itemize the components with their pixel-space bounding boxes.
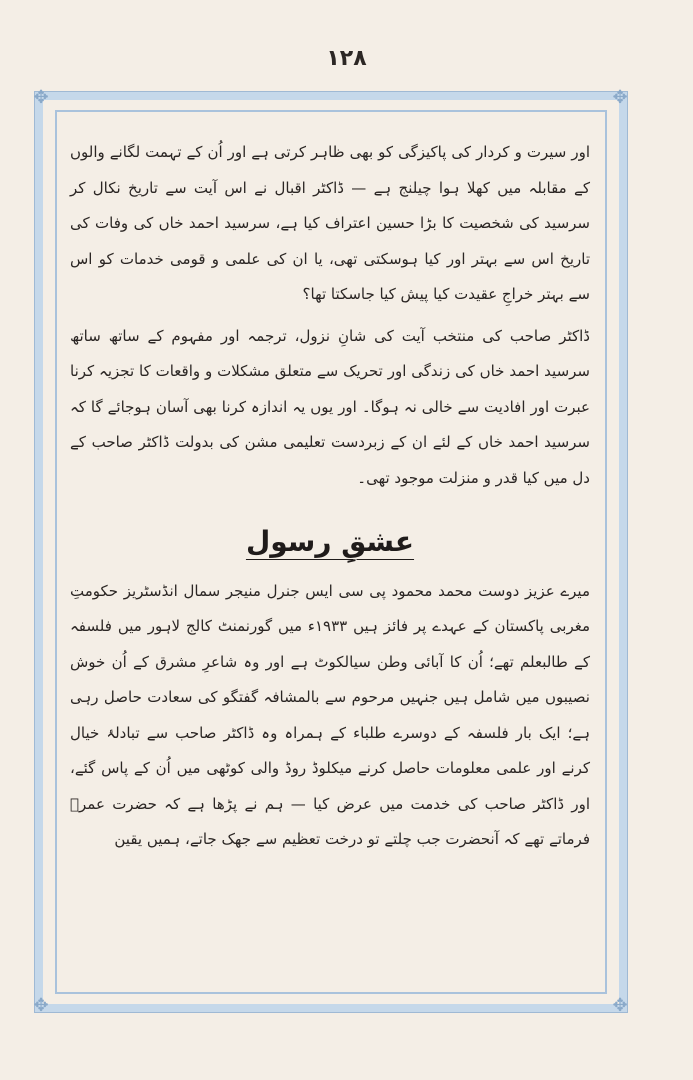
paragraph: ڈاکٹر صاحب کی منتخب آیت کی شانِ نزول، ترجمہ اور مفہوم کے ساتھ ساتھ سرسید احمد خاں کی زندگی اور تحریک سے متعلق مشکلات و واقعات کا تجزیہ کرنا عبرت اور افادیت سے خالی نہ ہوگا۔ اور یوں یہ اندازہ کرنا بھی آسان ہوجائے گا کہ سرسید احمد خاں کے لئے ان کے زبردست تعلیمی مشن کی بدولت ڈاکٹر صاحب کے دل میں کیا قدر و منزلت موجود تھی۔ — [70, 326, 590, 487]
corner-ornament-icon: ✥ — [33, 87, 49, 108]
section-heading: عشقِ رسول — [245, 525, 415, 558]
corner-ornament-icon: ✥ — [612, 995, 628, 1016]
page-number: ۱۲۸ — [326, 46, 367, 71]
page-body — [70, 135, 590, 858]
corner-ornament-icon: ✥ — [33, 995, 49, 1016]
corner-ornament-icon: ✥ — [612, 87, 628, 108]
paragraph: اور سیرت و کردار کی پاکیزگی کو بھی ظاہر کرتی ہے اور اُن کے تہمت لگانے والوں کے مقابلہ میں کھلا ہوا چیلنج ہے — ڈاکٹر اقبال نے اس آیت سے تاریخ نکال کر سرسید کی شخصیت کا بڑا حسین اعتراف کیا ہے، سرسید احمد خاں کی وفات کی تاریخ اس سے بہتر اور کیا ہوسکتی تھی، یا ان کی علمی و قومی خدمات کو اس سے بہتر خراجِ عقیدت کیا پیش کیا جاسکتا تھا؟ — [70, 143, 590, 303]
paragraph: میرے عزیز دوست محمد محمود پی سی ایس جنرل منیجر سمال انڈسٹریز حکومتِ مغربی پاکستان کے عہدے پر فائز ہیں ۱۹۳۳ء میں گورنمنٹ کالج لاہور میں فلسفہ کے طالبعلم تھے؛ اُن کا آبائی وطن سیالکوٹ ہے اور وہ شاعرِ مشرق کے اُن خوش نصیبوں میں شامل ہیں جنہیں مرحوم سے بالمشافہ گفتگو کی سعادت حاصل رہی ہے؛ ایک بار فلسفہ کے دوسرے طلباء کے ہمراہ وہ ڈاکٹر صاحب سے تبادلۂ خیال کرنے اور علمی معلومات حاصل کرنے میکلوڈ روڈ والی کوٹھی میں اُن کے پاس گئے، اور ڈاکٹر صاحب کی خدمت میں عرض کیا — ہم نے پڑھا ہے کہ حضرت عمرؓ فرماتے تھے کہ آنحضرت جب چلتے تو درخت تعظیم سے جھک جاتے، ہمیں یقین — [70, 581, 590, 848]
